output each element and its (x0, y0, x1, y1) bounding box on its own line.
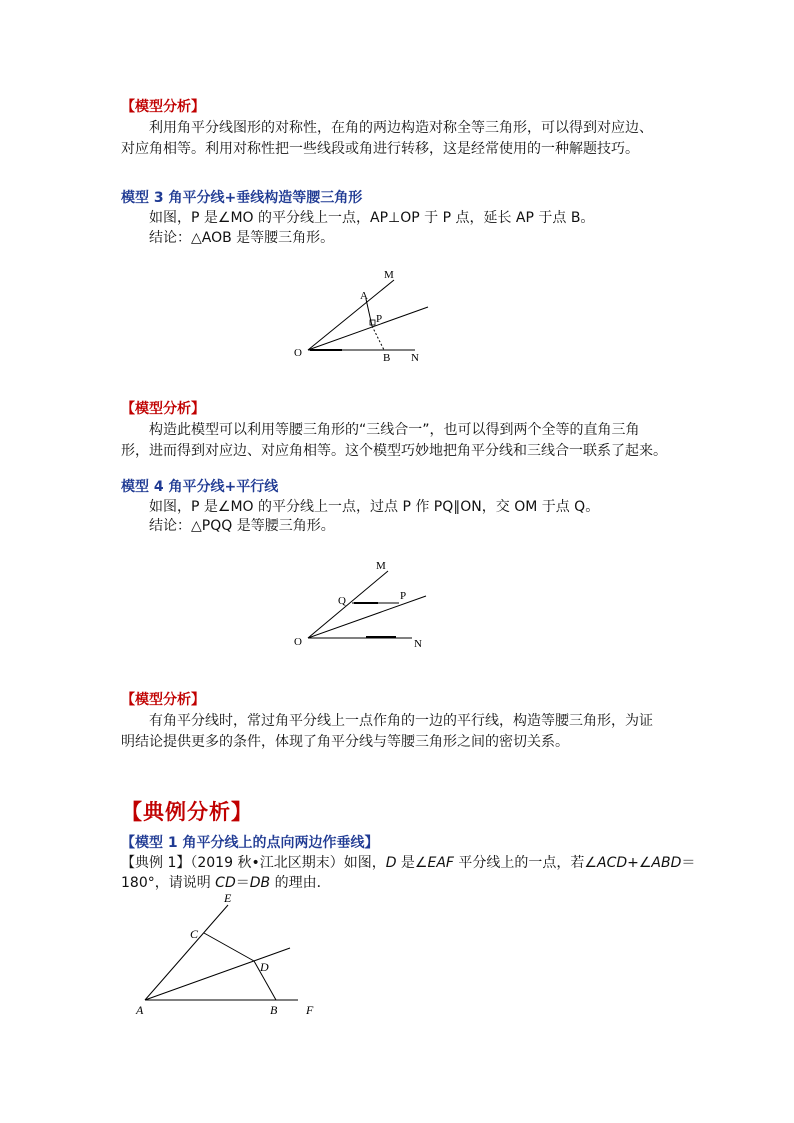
label-m: M (384, 269, 394, 281)
label-q: Q (338, 595, 346, 607)
label-o: O (294, 636, 302, 648)
var-acd: ACD (597, 855, 628, 871)
text-seg: 的理由． (270, 875, 331, 891)
analysis-heading-2: 【模型分析】 (121, 401, 205, 417)
section-title: 【典例分析】 (121, 799, 253, 824)
segment-ap (366, 299, 372, 326)
label-n: N (414, 638, 422, 650)
label-n: N (411, 352, 419, 364)
label-p: P (400, 590, 407, 602)
example-1-diagram (130, 890, 330, 1020)
analysis-1-line-1: 利用角平分线图形的对称性，在角的两边构造对称全等三角形，可以得到对应边、 (149, 120, 653, 136)
text-seg: ＝ (681, 855, 696, 871)
label-o: O (294, 347, 302, 359)
bisector-ad (145, 948, 290, 1000)
model-3-description: 如图，P 是∠MO 的平分线上一点，AP⊥OP 于 P 点，延长 AP 于点 B。 (149, 210, 595, 226)
model-1-title: 【模型 1 角平分线上的点向两边作垂线】 (121, 835, 379, 851)
segment-cd (204, 933, 254, 961)
label-b: B (383, 352, 391, 364)
model-3-conclusion: 结论：△AOB 是等腰三角形。 (149, 230, 335, 246)
analysis-heading-3: 【模型分析】 (121, 692, 205, 708)
analysis-1-line-2: 对应角相等。利用对称性把一些线段或角进行转移，这是经常使用的一种解题技巧。 (121, 141, 639, 157)
ray-ae (145, 905, 228, 1000)
example-1-line-1 (121, 853, 695, 873)
label-e: E (224, 891, 232, 905)
var-eaf: EAF (427, 855, 454, 871)
label-m: M (376, 560, 386, 572)
var-abd: ABD (651, 855, 682, 871)
label-d: D (260, 960, 269, 974)
analysis-2-line-2: 形，进而得到对应边、对应角相等。这个模型巧妙地把角平分线和三线合一联系了起来。 (121, 443, 667, 459)
model-4-diagram (280, 555, 450, 655)
bisector-op (308, 307, 428, 350)
text-seg: ＝ (235, 875, 250, 891)
text-seg: 是∠ (396, 855, 428, 871)
ray-om (308, 571, 388, 638)
label-f: F (306, 1003, 314, 1017)
analysis-heading-1: 【模型分析】 (121, 99, 205, 115)
label-a: A (136, 1003, 144, 1017)
analysis-2-line-1: 构造此模型可以利用等腰三角形的“三线合一”，也可以得到两个全等的直角三角 (149, 422, 640, 438)
label-p: P (376, 313, 383, 325)
label-c: C (190, 927, 199, 941)
model-4-title: 模型 4 角平分线+平行线 (121, 479, 279, 495)
example-1-label: 【典例 1】 (121, 855, 191, 871)
model-3-diagram (280, 262, 450, 372)
text-seg: +∠ (627, 855, 652, 871)
var-d: D (385, 855, 397, 871)
text-seg: 平分线上的一点，若∠ (453, 855, 597, 871)
segment-pb-dashed (372, 326, 384, 350)
model-3-title: 模型 3 角平分线+垂线构造等腰三角形 (121, 190, 363, 206)
label-a: A (360, 290, 368, 302)
var-db: DB (249, 875, 271, 891)
model-4-conclusion: 结论：△PQQ 是等腰三角形。 (149, 518, 335, 534)
model-4-description: 如图，P 是∠MO 的平分线上一点，过点 P 作 PQ∥ON，交 OM 于点 Q。 (149, 499, 600, 515)
var-cd: CD (215, 875, 236, 891)
example-1-source: （2019 秋•江北区期末）如图， (190, 855, 386, 871)
analysis-3-line-2: 明结论提供更多的条件，体现了角平分线与等腰三角形之间的密切关系。 (121, 734, 569, 750)
label-b: B (270, 1003, 278, 1017)
analysis-3-line-1: 有角平分线时，常过角平分线上一点作角的一边的平行线，构造等腰三角形，为证 (149, 713, 653, 729)
text-seg: 180°，请说明 (121, 875, 216, 891)
